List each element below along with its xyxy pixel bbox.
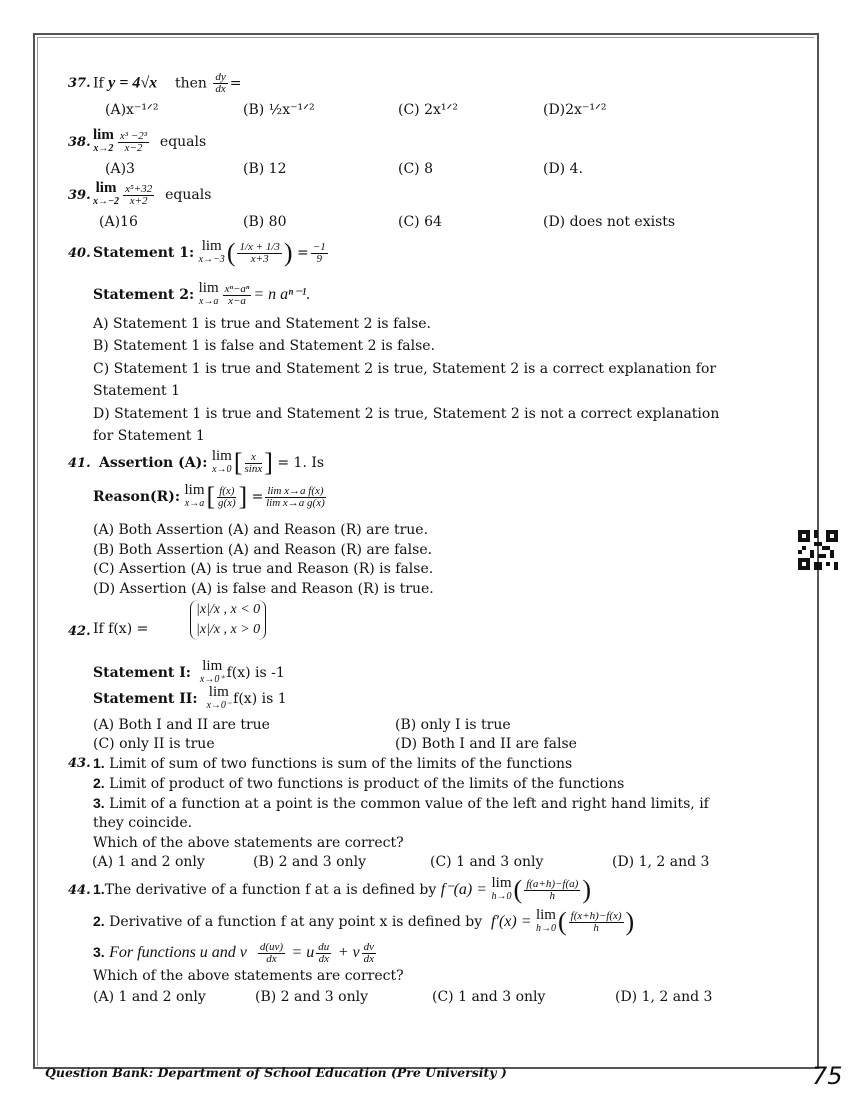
- text: [802, 534, 806, 538]
- text: lim: [95, 180, 117, 196]
- text: h: [549, 889, 555, 902]
- text: [814, 530, 818, 538]
- fraction: [569, 911, 624, 934]
- qr-code: [798, 530, 838, 570]
- text: f(a+h)−f(a): [526, 877, 579, 890]
- option-b: (B) ½x⁻¹ᐟ²: [243, 102, 315, 118]
- statement-3: [93, 794, 709, 813]
- limit: [206, 686, 231, 712]
- text: [826, 562, 830, 566]
- option-d: (D) 4.: [543, 161, 583, 177]
- text: lim: [93, 127, 114, 143]
- text: h→0: [491, 891, 512, 902]
- option-a: (A)3: [105, 161, 135, 177]
- text: 2.: [93, 775, 105, 791]
- question-prompt: Which of the above statements are correct?: [93, 968, 404, 984]
- text: x→a: [184, 498, 205, 509]
- text: f(x) is -1: [226, 665, 285, 681]
- option-c: C) Statement 1 is true and Statement 2 is true, Statement 2 is a correct explanation for: [93, 361, 717, 377]
- text: Limit of product of two functions is product of the limits of the functions: [109, 776, 625, 792]
- limit: [199, 240, 225, 266]
- question-number: 40.: [68, 246, 91, 261]
- text: = n aⁿ⁻¹.: [253, 286, 311, 303]
- text: x→−3: [198, 254, 225, 265]
- option-b: (B) 12: [243, 161, 287, 177]
- text: lim: [491, 875, 512, 891]
- text: For functions u and v: [109, 944, 247, 961]
- text: x→a: [198, 296, 219, 307]
- fraction: [258, 942, 285, 965]
- text: Assertion (A):: [99, 455, 208, 471]
- statement-2: [93, 905, 634, 938]
- text: g(x): [217, 496, 236, 509]
- text: lim: [535, 907, 556, 923]
- statement-i: [93, 660, 285, 686]
- text: [814, 542, 822, 546]
- text: 1/x + 1/3: [239, 240, 280, 253]
- option-d: (D) 1, 2 and 3: [612, 854, 710, 870]
- option-b: (B) Both Assertion (A) and Reason (R) are false.: [93, 542, 433, 558]
- option-d: (D) 1, 2 and 3: [615, 989, 713, 1005]
- text: ): [582, 875, 591, 904]
- text: x: [245, 452, 263, 464]
- text: Statement I:: [93, 665, 191, 681]
- option-d: (D) Assertion (A) is false and Reason (R) is true.: [93, 581, 434, 597]
- limit: [492, 877, 512, 903]
- text: f′(x) =: [491, 913, 532, 930]
- text: x⁵+32: [125, 182, 153, 195]
- text: [802, 546, 806, 550]
- text: Limit of a function at a point is the common value of the left and right hand limits, if: [109, 796, 709, 812]
- fraction: [118, 131, 149, 154]
- text: [802, 562, 806, 566]
- text: =: [297, 245, 309, 261]
- text: x+2: [129, 194, 148, 207]
- text: x−2: [124, 141, 143, 154]
- option-b: (B) 2 and 3 only: [253, 854, 366, 870]
- page-number: 75: [812, 1062, 843, 1090]
- text: dy: [215, 71, 226, 83]
- text: f(x+h)−f(x): [570, 909, 622, 922]
- text: equals: [165, 187, 212, 203]
- text: dx: [215, 83, 226, 95]
- statement-1: [93, 235, 330, 271]
- text: Derivative of a function f at any point x is defined by: [109, 914, 483, 930]
- footer-text: Question Bank: Department of School Education (Pre University ): [45, 1065, 507, 1080]
- fraction: [123, 184, 154, 207]
- option-a: A) Statement 1 is true and Statement 2 is false.: [93, 316, 431, 332]
- text: (: [557, 907, 567, 936]
- question-number: 41.: [68, 456, 91, 471]
- fraction: [217, 486, 236, 509]
- case-1: |x|/x , x < 0: [196, 602, 261, 617]
- text: lim: [208, 684, 229, 700]
- text: equals: [159, 134, 207, 150]
- fraction: [213, 72, 227, 95]
- piecewise-function: [190, 600, 266, 640]
- case-2: |x|/x , x > 0: [196, 622, 261, 637]
- option-c-cont: Statement 1: [93, 383, 181, 399]
- option-d-cont: for Statement 1: [93, 428, 205, 444]
- function-definition-label: If f(x) =: [93, 621, 149, 637]
- option-a: (A) 1 and 2 only: [92, 854, 205, 870]
- text: x→0: [212, 464, 232, 475]
- question-stem: [93, 72, 242, 95]
- text: = u: [291, 944, 315, 961]
- statement-1: [93, 873, 591, 906]
- option-c: (C) 1 and 3 only: [432, 989, 546, 1005]
- text: 1.: [93, 881, 105, 897]
- text: [: [233, 448, 243, 477]
- text: ]: [264, 448, 273, 477]
- text: 2.: [93, 913, 105, 929]
- text: [822, 546, 830, 550]
- text: [830, 550, 834, 558]
- fraction: [245, 452, 263, 475]
- text: lim: [201, 238, 222, 254]
- text: x→2: [93, 143, 114, 154]
- option-d: (D)2x⁻¹ᐟ²: [543, 102, 607, 118]
- text: = 1. Is: [277, 455, 325, 471]
- reason: [93, 482, 328, 512]
- text: 1.: [93, 755, 105, 771]
- text: [830, 534, 834, 538]
- statement-2: [93, 280, 310, 310]
- fraction: [524, 879, 580, 902]
- text: Statement II:: [93, 691, 198, 707]
- text: If: [93, 75, 104, 92]
- text: [: [206, 482, 216, 511]
- option-b: (B) 2 and 3 only: [255, 989, 368, 1005]
- text: f(x): [219, 484, 235, 497]
- option-d: D) Statement 1 is true and Statement 2 is true, Statement 2 is not a correct explanation: [93, 406, 720, 422]
- text: Statement 1:: [93, 245, 195, 261]
- option-c: (C) 2x¹ᐟ²: [398, 102, 459, 118]
- text: then: [174, 75, 207, 92]
- statement-3-cont: they coincide.: [93, 815, 193, 831]
- option-c: (C) 64: [398, 214, 442, 230]
- text: [814, 562, 822, 570]
- text: (: [226, 238, 236, 267]
- fraction: [237, 242, 281, 265]
- question-number: 42.: [68, 624, 91, 639]
- text: lim: [198, 280, 219, 296]
- option-a: (A)16: [99, 214, 138, 230]
- fraction: [316, 942, 331, 965]
- question-number: 39.: [68, 188, 91, 203]
- text: dx: [266, 952, 277, 965]
- statement-ii: [93, 686, 287, 712]
- option-a: (A) Both I and II are true: [93, 717, 270, 733]
- text: h→0: [535, 923, 556, 934]
- statement-3: [93, 938, 378, 967]
- option-d: (D) does not exists: [543, 214, 676, 230]
- text: (: [513, 875, 523, 904]
- question-stem: [93, 127, 206, 157]
- text: + v: [337, 944, 360, 961]
- limit: [93, 129, 114, 155]
- option-c: (C) 1 and 3 only: [430, 854, 544, 870]
- question-prompt: Which of the above statements are correct?: [93, 835, 404, 851]
- text: x→−2: [93, 196, 120, 207]
- text: Statement 2:: [93, 287, 195, 303]
- text: lim: [184, 482, 205, 498]
- text: 3.: [93, 795, 105, 811]
- limit: [536, 909, 556, 935]
- text: [834, 562, 838, 570]
- assertion: [99, 448, 324, 478]
- text: x→0⁺: [199, 674, 225, 685]
- option-a: (A)x⁻¹ᐟ²: [105, 102, 159, 118]
- limit: [93, 182, 119, 208]
- text: =: [229, 75, 242, 92]
- text: [798, 550, 802, 554]
- text: f⁻(a) =: [440, 881, 488, 898]
- text: [818, 554, 826, 558]
- text: h: [593, 921, 599, 934]
- text: x−a: [228, 294, 246, 307]
- statement-1: [93, 754, 572, 773]
- text: x+3: [250, 252, 269, 265]
- fraction: [223, 284, 252, 307]
- text: ]: [238, 482, 248, 511]
- option-b: (B) only I is true: [395, 717, 511, 733]
- text: ): [625, 907, 635, 936]
- text: [810, 550, 814, 558]
- text: f(x) is 1: [233, 691, 287, 707]
- limit: [212, 450, 232, 476]
- text: dx: [318, 952, 329, 965]
- text: Limit of sum of two functions is sum of the limits of the functions: [109, 756, 573, 772]
- question-stem: [93, 180, 211, 210]
- option-b: (B) 80: [243, 214, 287, 230]
- limit: [200, 660, 225, 686]
- text: sinx: [244, 462, 263, 475]
- option-c: (C) only II is true: [93, 736, 215, 752]
- text: x→0⁻: [206, 700, 232, 711]
- text: x³ −2³: [119, 129, 147, 142]
- text: The derivative of a function f at a is defined by: [104, 882, 437, 898]
- option-d: (D) Both I and II are false: [395, 736, 577, 752]
- text: lim x→a g(x): [266, 496, 325, 509]
- text: =: [251, 489, 264, 505]
- question-number: 38.: [68, 135, 91, 150]
- text: du: [318, 940, 330, 953]
- fraction: [311, 242, 328, 265]
- text: −1: [312, 240, 326, 253]
- question-number: 43.: [68, 756, 91, 771]
- text: dv: [363, 940, 375, 953]
- fraction: [362, 942, 376, 965]
- text: d(uv): [259, 940, 284, 953]
- fraction: [265, 486, 325, 509]
- option-c: (C) Assertion (A) is true and Reason (R) is false.: [93, 561, 434, 577]
- option-a: (A) Both Assertion (A) and Reason (R) are true.: [93, 522, 429, 538]
- text: xⁿ−aⁿ: [224, 282, 250, 295]
- text: lim: [202, 658, 223, 674]
- limit: [185, 484, 205, 510]
- math: y = 4√x: [108, 74, 158, 92]
- text: 9: [316, 252, 322, 265]
- statement-2: [93, 774, 624, 793]
- option-c: (C) 8: [398, 161, 433, 177]
- text: Reason(R):: [93, 489, 181, 505]
- text: ): [283, 238, 293, 267]
- text: 3.: [93, 944, 105, 960]
- text: dx: [363, 952, 375, 965]
- question-number: 44.: [68, 883, 91, 898]
- option-a: (A) 1 and 2 only: [93, 989, 206, 1005]
- text: lim x→a f(x): [267, 484, 324, 497]
- question-number: 37.: [68, 76, 91, 91]
- option-b: B) Statement 1 is false and Statement 2 is false.: [93, 338, 436, 354]
- text: lim: [211, 448, 232, 464]
- limit: [199, 282, 219, 308]
